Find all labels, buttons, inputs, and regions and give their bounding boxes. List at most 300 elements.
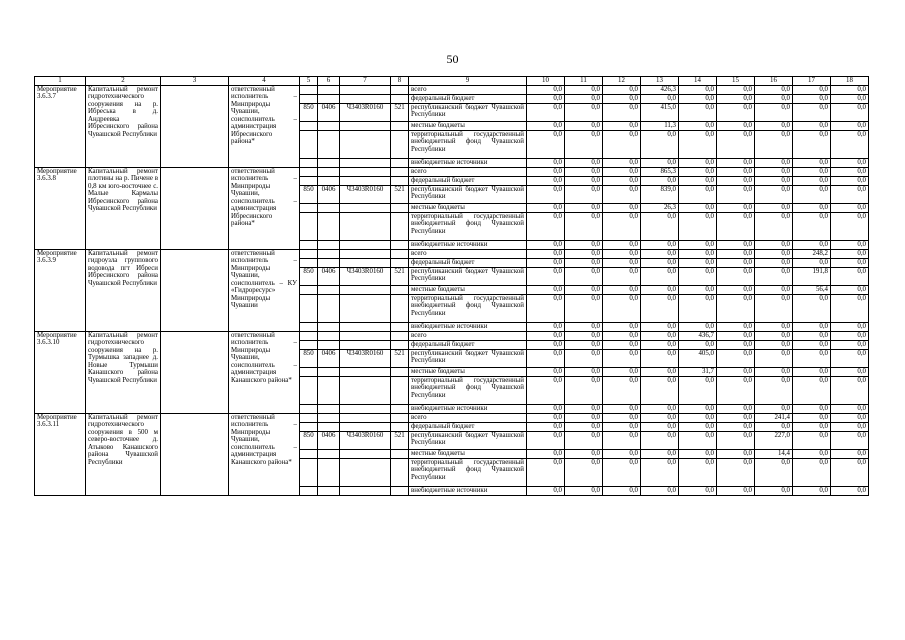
funding-value: 0,0 (527, 431, 565, 449)
code-cell-empty (340, 94, 391, 103)
funding-value: 0,0 (641, 349, 679, 367)
funding-value: 0,0 (679, 176, 717, 185)
vr-code: 521 (391, 349, 409, 367)
code-cell-empty (340, 367, 391, 376)
funding-value: 0,0 (641, 285, 679, 294)
funding-value: 0,0 (527, 340, 565, 349)
funding-value: 0,0 (755, 367, 793, 376)
funding-value: 0,0 (717, 203, 755, 212)
funding-value: 0,0 (755, 322, 793, 331)
funding-value: 0,0 (717, 404, 755, 413)
funding-value: 0,0 (641, 240, 679, 249)
funding-value: 0,0 (793, 422, 831, 431)
funding-value: 0,0 (679, 285, 717, 294)
funding-value: 426,3 (641, 85, 679, 94)
funding-value: 0,0 (565, 449, 603, 458)
code-cell-empty (340, 240, 391, 249)
rzpr-code: 0406 (318, 185, 340, 203)
funding-value: 0,0 (831, 349, 869, 367)
funding-value: 0,0 (793, 203, 831, 212)
code-cell-empty (391, 322, 409, 331)
code-cell-empty (391, 413, 409, 422)
funding-value: 0,0 (679, 94, 717, 103)
code-cell-empty (391, 258, 409, 267)
code-cell-empty (391, 340, 409, 349)
funding-value: 0,0 (527, 203, 565, 212)
funding-value: 0,0 (793, 458, 831, 486)
code-cell-empty (318, 486, 340, 495)
measure-title: Капитальный ремонт гидротехнического сооружения на р. Турмышка западнее д. Новые Турмыши Канашского района Чувашской Республики (86, 331, 161, 413)
column-header: 18 (831, 77, 869, 86)
funding-value: 0,0 (717, 367, 755, 376)
funding-value: 0,0 (755, 294, 793, 322)
funding-source: местные бюджеты (409, 367, 527, 376)
csr-code: Ч3403R0160 (340, 103, 391, 121)
funding-value: 0,0 (603, 340, 641, 349)
funding-value: 0,0 (527, 176, 565, 185)
funding-value: 0,0 (641, 130, 679, 158)
column-header: 3 (161, 77, 229, 86)
funding-value: 0,0 (755, 458, 793, 486)
funding-value: 0,0 (565, 413, 603, 422)
code-cell-empty (300, 376, 318, 404)
funding-value: 0,0 (755, 331, 793, 340)
funding-value: 0,0 (679, 258, 717, 267)
funding-value: 0,0 (679, 212, 717, 240)
code-cell-empty (318, 130, 340, 158)
funding-source: внебюджетные источники (409, 240, 527, 249)
funding-value: 0,0 (679, 103, 717, 121)
funding-value: 0,0 (641, 294, 679, 322)
funding-value: 0,0 (831, 158, 869, 167)
funding-source: местные бюджеты (409, 449, 527, 458)
funding-source: федеральный бюджет (409, 422, 527, 431)
funding-value: 241,4 (755, 413, 793, 422)
funding-value: 0,0 (755, 158, 793, 167)
funding-value: 0,0 (793, 176, 831, 185)
funding-value: 0,0 (717, 422, 755, 431)
funding-value: 0,0 (831, 258, 869, 267)
funding-value: 0,0 (831, 322, 869, 331)
funding-value: 0,0 (755, 203, 793, 212)
csr-code: Ч3403R0160 (340, 431, 391, 449)
funding-source: всего (409, 85, 527, 94)
column-header: 1 (35, 77, 86, 86)
column-header: 10 (527, 77, 565, 86)
measure-code: Мероприятие 3.6.3.7 (35, 85, 86, 167)
code-cell-empty (340, 340, 391, 349)
funding-value: 0,0 (565, 340, 603, 349)
funding-value: 0,0 (641, 486, 679, 495)
funding-value: 0,0 (755, 130, 793, 158)
funding-value: 0,0 (603, 267, 641, 285)
code-cell-empty (340, 130, 391, 158)
funding-value: 0,0 (717, 258, 755, 267)
funding-value: 31,7 (679, 367, 717, 376)
code-cell-empty (318, 212, 340, 240)
funding-value: 0,0 (527, 249, 565, 258)
measure-title: Капитальный ремонт гидротехнического сооружения в 500 м северо-восточнее д. Атыково Канашского района Чувашской Республики (86, 413, 161, 495)
column-header: 9 (409, 77, 527, 86)
code-cell-empty (300, 422, 318, 431)
funding-value: 0,0 (755, 349, 793, 367)
funding-value: 0,0 (717, 249, 755, 258)
funding-value: 0,0 (641, 94, 679, 103)
code-cell-empty (318, 404, 340, 413)
funding-value: 0,0 (793, 94, 831, 103)
funding-value: 0,0 (755, 103, 793, 121)
funding-value: 0,0 (641, 212, 679, 240)
funding-value: 0,0 (527, 240, 565, 249)
funding-value: 0,0 (831, 458, 869, 486)
funding-value: 0,0 (831, 212, 869, 240)
funding-value: 0,0 (565, 103, 603, 121)
funding-value: 0,0 (793, 240, 831, 249)
code-cell-empty (318, 167, 340, 176)
funding-value: 0,0 (565, 486, 603, 495)
code-cell-empty (340, 458, 391, 486)
code-cell-empty (300, 404, 318, 413)
funding-value: 0,0 (793, 349, 831, 367)
funding-source: всего (409, 167, 527, 176)
funding-value: 0,0 (679, 458, 717, 486)
funding-value: 0,0 (717, 158, 755, 167)
code-cell-empty (300, 176, 318, 185)
funding-value: 0,0 (565, 367, 603, 376)
funding-value: 0,0 (831, 249, 869, 258)
funding-source: республиканский бюджет Чувашской Республики (409, 103, 527, 121)
code-cell-empty (340, 294, 391, 322)
funding-value: 0,0 (527, 331, 565, 340)
code-cell-empty (318, 331, 340, 340)
funding-value: 0,0 (527, 167, 565, 176)
funding-value: 0,0 (565, 422, 603, 431)
funding-value: 415,0 (641, 103, 679, 121)
code-cell-empty (391, 486, 409, 495)
funding-value: 0,0 (717, 176, 755, 185)
funding-value: 0,0 (527, 267, 565, 285)
funding-value: 0,0 (831, 121, 869, 130)
funding-source: федеральный бюджет (409, 94, 527, 103)
funding-value: 0,0 (679, 158, 717, 167)
funding-value: 0,0 (755, 167, 793, 176)
funding-value: 0,0 (831, 376, 869, 404)
code-cell-empty (300, 203, 318, 212)
funding-value: 0,0 (603, 367, 641, 376)
funding-value: 0,0 (831, 94, 869, 103)
funding-value: 0,0 (755, 486, 793, 495)
funding-value: 0,0 (527, 212, 565, 240)
funding-value: 0,0 (831, 413, 869, 422)
code-cell-empty (318, 413, 340, 422)
funding-value: 0,0 (679, 431, 717, 449)
funding-value: 0,0 (717, 185, 755, 203)
measure-col3 (161, 167, 229, 249)
funding-value: 0,0 (679, 267, 717, 285)
funding-value: 0,0 (565, 285, 603, 294)
funding-value: 0,0 (793, 85, 831, 94)
funding-value: 14,4 (755, 449, 793, 458)
funding-value: 0,0 (717, 349, 755, 367)
funding-value: 0,0 (565, 404, 603, 413)
funding-value: 0,0 (603, 176, 641, 185)
funding-value: 0,0 (755, 249, 793, 258)
funding-value: 0,0 (717, 167, 755, 176)
funding-value: 0,0 (793, 486, 831, 495)
funding-value: 0,0 (527, 486, 565, 495)
code-cell-empty (318, 121, 340, 130)
funding-value: 0,0 (641, 158, 679, 167)
funding-value: 0,0 (565, 458, 603, 486)
funding-value: 0,0 (641, 404, 679, 413)
code-cell-empty (318, 449, 340, 458)
funding-value: 0,0 (831, 267, 869, 285)
measure-title: Капитальный ремонт гидроузла группового водовода пгт Ибреси Ибресинского района Чувашской Республики (86, 249, 161, 331)
funding-value: 0,0 (793, 130, 831, 158)
funding-value: 0,0 (679, 121, 717, 130)
code-cell-empty (318, 376, 340, 404)
funding-value: 0,0 (717, 413, 755, 422)
code-cell-empty (318, 340, 340, 349)
funding-value: 0,0 (755, 85, 793, 94)
funding-value: 0,0 (793, 413, 831, 422)
code-cell-empty (340, 258, 391, 267)
csr-code: Ч3403R0160 (340, 185, 391, 203)
measure-col3 (161, 85, 229, 167)
funding-value: 0,0 (565, 376, 603, 404)
code-cell-empty (340, 404, 391, 413)
funding-value: 0,0 (755, 176, 793, 185)
code-cell-empty (318, 422, 340, 431)
code-cell-empty (300, 285, 318, 294)
code-cell-empty (300, 158, 318, 167)
code-cell-empty (300, 294, 318, 322)
funding-source: республиканский бюджет Чувашской Республики (409, 267, 527, 285)
funding-value: 0,0 (603, 458, 641, 486)
funding-value: 0,0 (527, 367, 565, 376)
code-cell-empty (318, 240, 340, 249)
funding-value: 0,0 (679, 203, 717, 212)
table-row (35, 85, 869, 94)
column-header: 11 (565, 77, 603, 86)
funding-value: 0,0 (793, 121, 831, 130)
funding-value: 0,0 (527, 349, 565, 367)
funding-value: 0,0 (603, 413, 641, 422)
funding-value: 0,0 (603, 212, 641, 240)
code-cell-empty (391, 285, 409, 294)
funding-value: 0,0 (679, 340, 717, 349)
code-cell-empty (391, 176, 409, 185)
code-cell-empty (340, 376, 391, 404)
funding-value: 0,0 (717, 103, 755, 121)
funding-value: 0,0 (755, 94, 793, 103)
funding-value: 0,0 (679, 449, 717, 458)
column-header: 4 (229, 77, 300, 86)
funding-value: 0,0 (755, 240, 793, 249)
funding-value: 0,0 (565, 212, 603, 240)
funding-value: 0,0 (831, 130, 869, 158)
funding-value: 0,0 (793, 449, 831, 458)
funding-value: 0,0 (831, 431, 869, 449)
code-cell-empty (391, 85, 409, 94)
code-cell-empty (300, 413, 318, 422)
funding-value: 0,0 (755, 212, 793, 240)
funding-value: 0,0 (793, 258, 831, 267)
code-cell-empty (391, 249, 409, 258)
funding-value: 0,0 (717, 267, 755, 285)
funding-source: федеральный бюджет (409, 340, 527, 349)
funding-value: 0,0 (755, 285, 793, 294)
funding-value: 0,0 (793, 103, 831, 121)
funding-value: 0,0 (527, 130, 565, 158)
code-cell-empty (300, 249, 318, 258)
column-header: 13 (641, 77, 679, 86)
code-cell-empty (300, 340, 318, 349)
code-cell-empty (318, 367, 340, 376)
funding-value: 0,0 (603, 349, 641, 367)
funding-value: 0,0 (527, 121, 565, 130)
funding-value: 0,0 (603, 285, 641, 294)
funding-value: 0,0 (565, 331, 603, 340)
funding-value: 405,0 (679, 349, 717, 367)
funding-value: 0,0 (679, 85, 717, 94)
funding-value: 0,0 (831, 240, 869, 249)
funding-value: 0,0 (717, 212, 755, 240)
measure-executors: ответственный исполнитель – Минприроды Чувашии, соисполнитель – КУ «Гидроресурс» Минприроды Чувашии (229, 249, 300, 331)
code-cell-empty (300, 85, 318, 94)
funding-value: 0,0 (527, 185, 565, 203)
code-cell-empty (391, 158, 409, 167)
funding-value: 0,0 (603, 103, 641, 121)
funding-value: 0,0 (641, 376, 679, 404)
funding-value: 0,0 (793, 212, 831, 240)
column-header: 14 (679, 77, 717, 86)
funding-value: 0,0 (527, 103, 565, 121)
funding-value: 0,0 (603, 121, 641, 130)
funding-value: 0,0 (831, 85, 869, 94)
table-row (35, 331, 869, 340)
funding-value: 26,3 (641, 203, 679, 212)
funding-source: республиканский бюджет Чувашской Республики (409, 431, 527, 449)
code-cell-empty (318, 203, 340, 212)
code-cell-empty (318, 85, 340, 94)
code-cell-empty (391, 449, 409, 458)
funding-value: 0,0 (831, 103, 869, 121)
funding-value: 0,0 (831, 331, 869, 340)
funding-value: 0,0 (717, 294, 755, 322)
funding-value: 0,0 (603, 85, 641, 94)
funding-value: 0,0 (793, 167, 831, 176)
funding-value: 0,0 (641, 176, 679, 185)
funding-value: 0,0 (679, 167, 717, 176)
funding-source: республиканский бюджет Чувашской Республики (409, 185, 527, 203)
measure-title: Капитальный ремонт гидротехнического сооружения на р. Ибреська в д. Андреевка Ибресинского района Чувашской Республики (86, 85, 161, 167)
funding-value: 0,0 (565, 258, 603, 267)
table-body (35, 85, 869, 495)
code-cell-empty (340, 322, 391, 331)
code-cell-empty (391, 404, 409, 413)
column-header: 2 (86, 77, 161, 86)
funding-value: 0,0 (793, 294, 831, 322)
measure-executors: ответственный исполнитель – Минприроды Чувашии, соисполнитель – администрация Ибресинского района* (229, 167, 300, 249)
funding-value: 0,0 (603, 404, 641, 413)
funding-value: 0,0 (717, 130, 755, 158)
grbs-code: 850 (300, 349, 318, 367)
funding-value: 0,0 (679, 486, 717, 495)
measure-code: Мероприятие 3.6.3.8 (35, 167, 86, 249)
funding-value: 0,0 (527, 404, 565, 413)
funding-value: 0,0 (717, 431, 755, 449)
funding-value: 0,0 (603, 94, 641, 103)
measure-executors: ответственный исполнитель – Минприроды Чувашии, соисполнитель – администрация Ибресинского района* (229, 85, 300, 167)
funding-value: 0,0 (679, 422, 717, 431)
funding-value: 0,0 (527, 449, 565, 458)
code-cell-empty (391, 203, 409, 212)
code-cell-empty (340, 422, 391, 431)
grbs-code: 850 (300, 267, 318, 285)
funding-value: 0,0 (755, 185, 793, 203)
funding-value: 0,0 (565, 294, 603, 322)
funding-value: 0,0 (793, 431, 831, 449)
funding-value: 0,0 (831, 340, 869, 349)
funding-value: 0,0 (565, 176, 603, 185)
funding-value: 0,0 (793, 331, 831, 340)
rzpr-code: 0406 (318, 349, 340, 367)
funding-source: федеральный бюджет (409, 176, 527, 185)
funding-value: 0,0 (641, 449, 679, 458)
funding-value: 248,2 (793, 249, 831, 258)
code-cell-empty (300, 449, 318, 458)
funding-value: 0,0 (793, 185, 831, 203)
funding-value: 0,0 (793, 367, 831, 376)
column-header: 7 (340, 77, 391, 86)
funding-source: местные бюджеты (409, 285, 527, 294)
code-cell-empty (340, 449, 391, 458)
code-cell-empty (340, 121, 391, 130)
funding-value: 0,0 (565, 249, 603, 258)
code-cell-empty (300, 121, 318, 130)
funding-value: 0,0 (527, 294, 565, 322)
funding-value: 0,0 (793, 158, 831, 167)
funding-value: 0,0 (603, 185, 641, 203)
measure-code: Мероприятие 3.6.3.10 (35, 331, 86, 413)
measure-code: Мероприятие 3.6.3.11 (35, 413, 86, 495)
funding-value: 0,0 (717, 85, 755, 94)
funding-value: 0,0 (831, 203, 869, 212)
column-header: 16 (755, 77, 793, 86)
funding-value: 0,0 (603, 294, 641, 322)
code-cell-empty (318, 285, 340, 294)
funding-value: 11,3 (641, 121, 679, 130)
funding-source: территориальный государственный внебюджетный фонд Чувашской Республики (409, 458, 527, 486)
code-cell-empty (340, 486, 391, 495)
funding-value: 0,0 (641, 413, 679, 422)
code-cell-empty (340, 167, 391, 176)
funding-source: местные бюджеты (409, 121, 527, 130)
measure-title: Капитальный ремонт плотины на р. Пичене в 0,8 км юго-восточнее с. Малые Кармалы Ибресинского района Чувашской Республики (86, 167, 161, 249)
funding-value: 0,0 (565, 85, 603, 94)
funding-value: 0,0 (527, 376, 565, 404)
funding-value: 0,0 (603, 376, 641, 404)
code-cell-empty (391, 376, 409, 404)
code-cell-empty (340, 413, 391, 422)
grbs-code: 850 (300, 431, 318, 449)
funding-source: территориальный государственный внебюджетный фонд Чувашской Республики (409, 212, 527, 240)
column-header: 15 (717, 77, 755, 86)
rzpr-code: 0406 (318, 431, 340, 449)
code-cell-empty (318, 322, 340, 331)
funding-value: 0,0 (603, 449, 641, 458)
